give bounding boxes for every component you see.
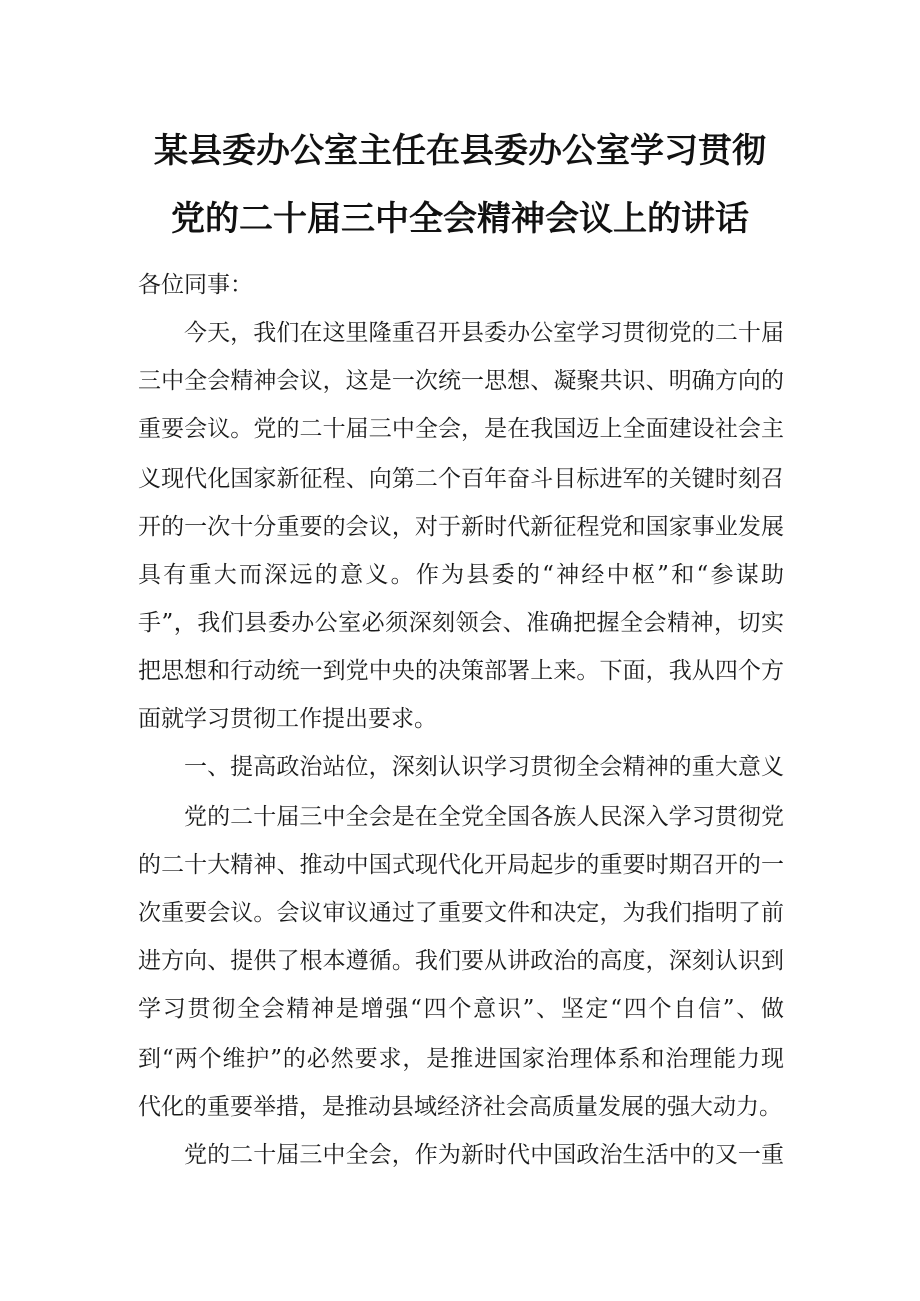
document-title-line-1: 某县委办公室主任在县委办公室学习贯彻	[154, 131, 766, 171]
paragraph-line: 代化的重要举措，是推动县域经济社会高质量发展的强大动力。	[138, 1094, 782, 1120]
paragraph-line: 进方向、提供了根本遵循。我们要从讲政治的高度，深刻认识到	[138, 948, 784, 974]
paragraph-line: 重要会议。党的二十届三中全会，是在我国迈上全面建设社会主	[138, 416, 784, 442]
paragraph-line: 义现代化国家新征程、向第二个百年奋斗目标进军的关键时刻召	[138, 466, 784, 492]
salutation: 各位同事：	[138, 272, 253, 298]
paragraph-line: 今天，我们在这里隆重召开县委办公室学习贯彻党的二十届	[184, 320, 784, 346]
paragraph-line: 次重要会议。会议审议通过了重要文件和决定，为我们指明了前	[138, 900, 784, 926]
paragraph-line: 三中全会精神会议，这是一次统一思想、凝聚共识、明确方向的	[138, 368, 784, 394]
paragraph-line: 开的一次十分重要的会议，对于新时代新征程党和国家事业发展	[138, 514, 784, 540]
section-heading: 一、提高政治站位，深刻认识学习贯彻全会精神的重大意义	[184, 754, 784, 780]
paragraph-line: 的二十大精神、推动中国式现代化开局起步的重要时期召开的一	[138, 852, 784, 878]
paragraph-line: 具有重大而深远的意义。作为县委的“神经中枢”和“参谋助	[138, 562, 784, 588]
paragraph-line: 手”，我们县委办公室必须深刻领会、准确把握全会精神，切实	[138, 610, 784, 636]
paragraph-line: 党的二十届三中全会是在全党全国各族人民深入学习贯彻党	[184, 804, 784, 830]
document-title-line-2: 党的二十届三中全会精神会议上的讲话	[171, 199, 749, 239]
paragraph-line: 党的二十届三中全会，作为新时代中国政治生活中的又一重	[184, 1142, 784, 1168]
paragraph-line: 面就学习贯彻工作提出要求。	[138, 706, 437, 732]
paragraph-line: 学习贯彻全会精神是增强“四个意识”、坚定“四个自信”、做	[138, 996, 784, 1022]
paragraph-line: 把思想和行动统一到党中央的决策部署上来。下面，我从四个方	[138, 658, 784, 684]
paragraph-line: 到“两个维护”的必然要求，是推进国家治理体系和治理能力现	[138, 1046, 784, 1072]
